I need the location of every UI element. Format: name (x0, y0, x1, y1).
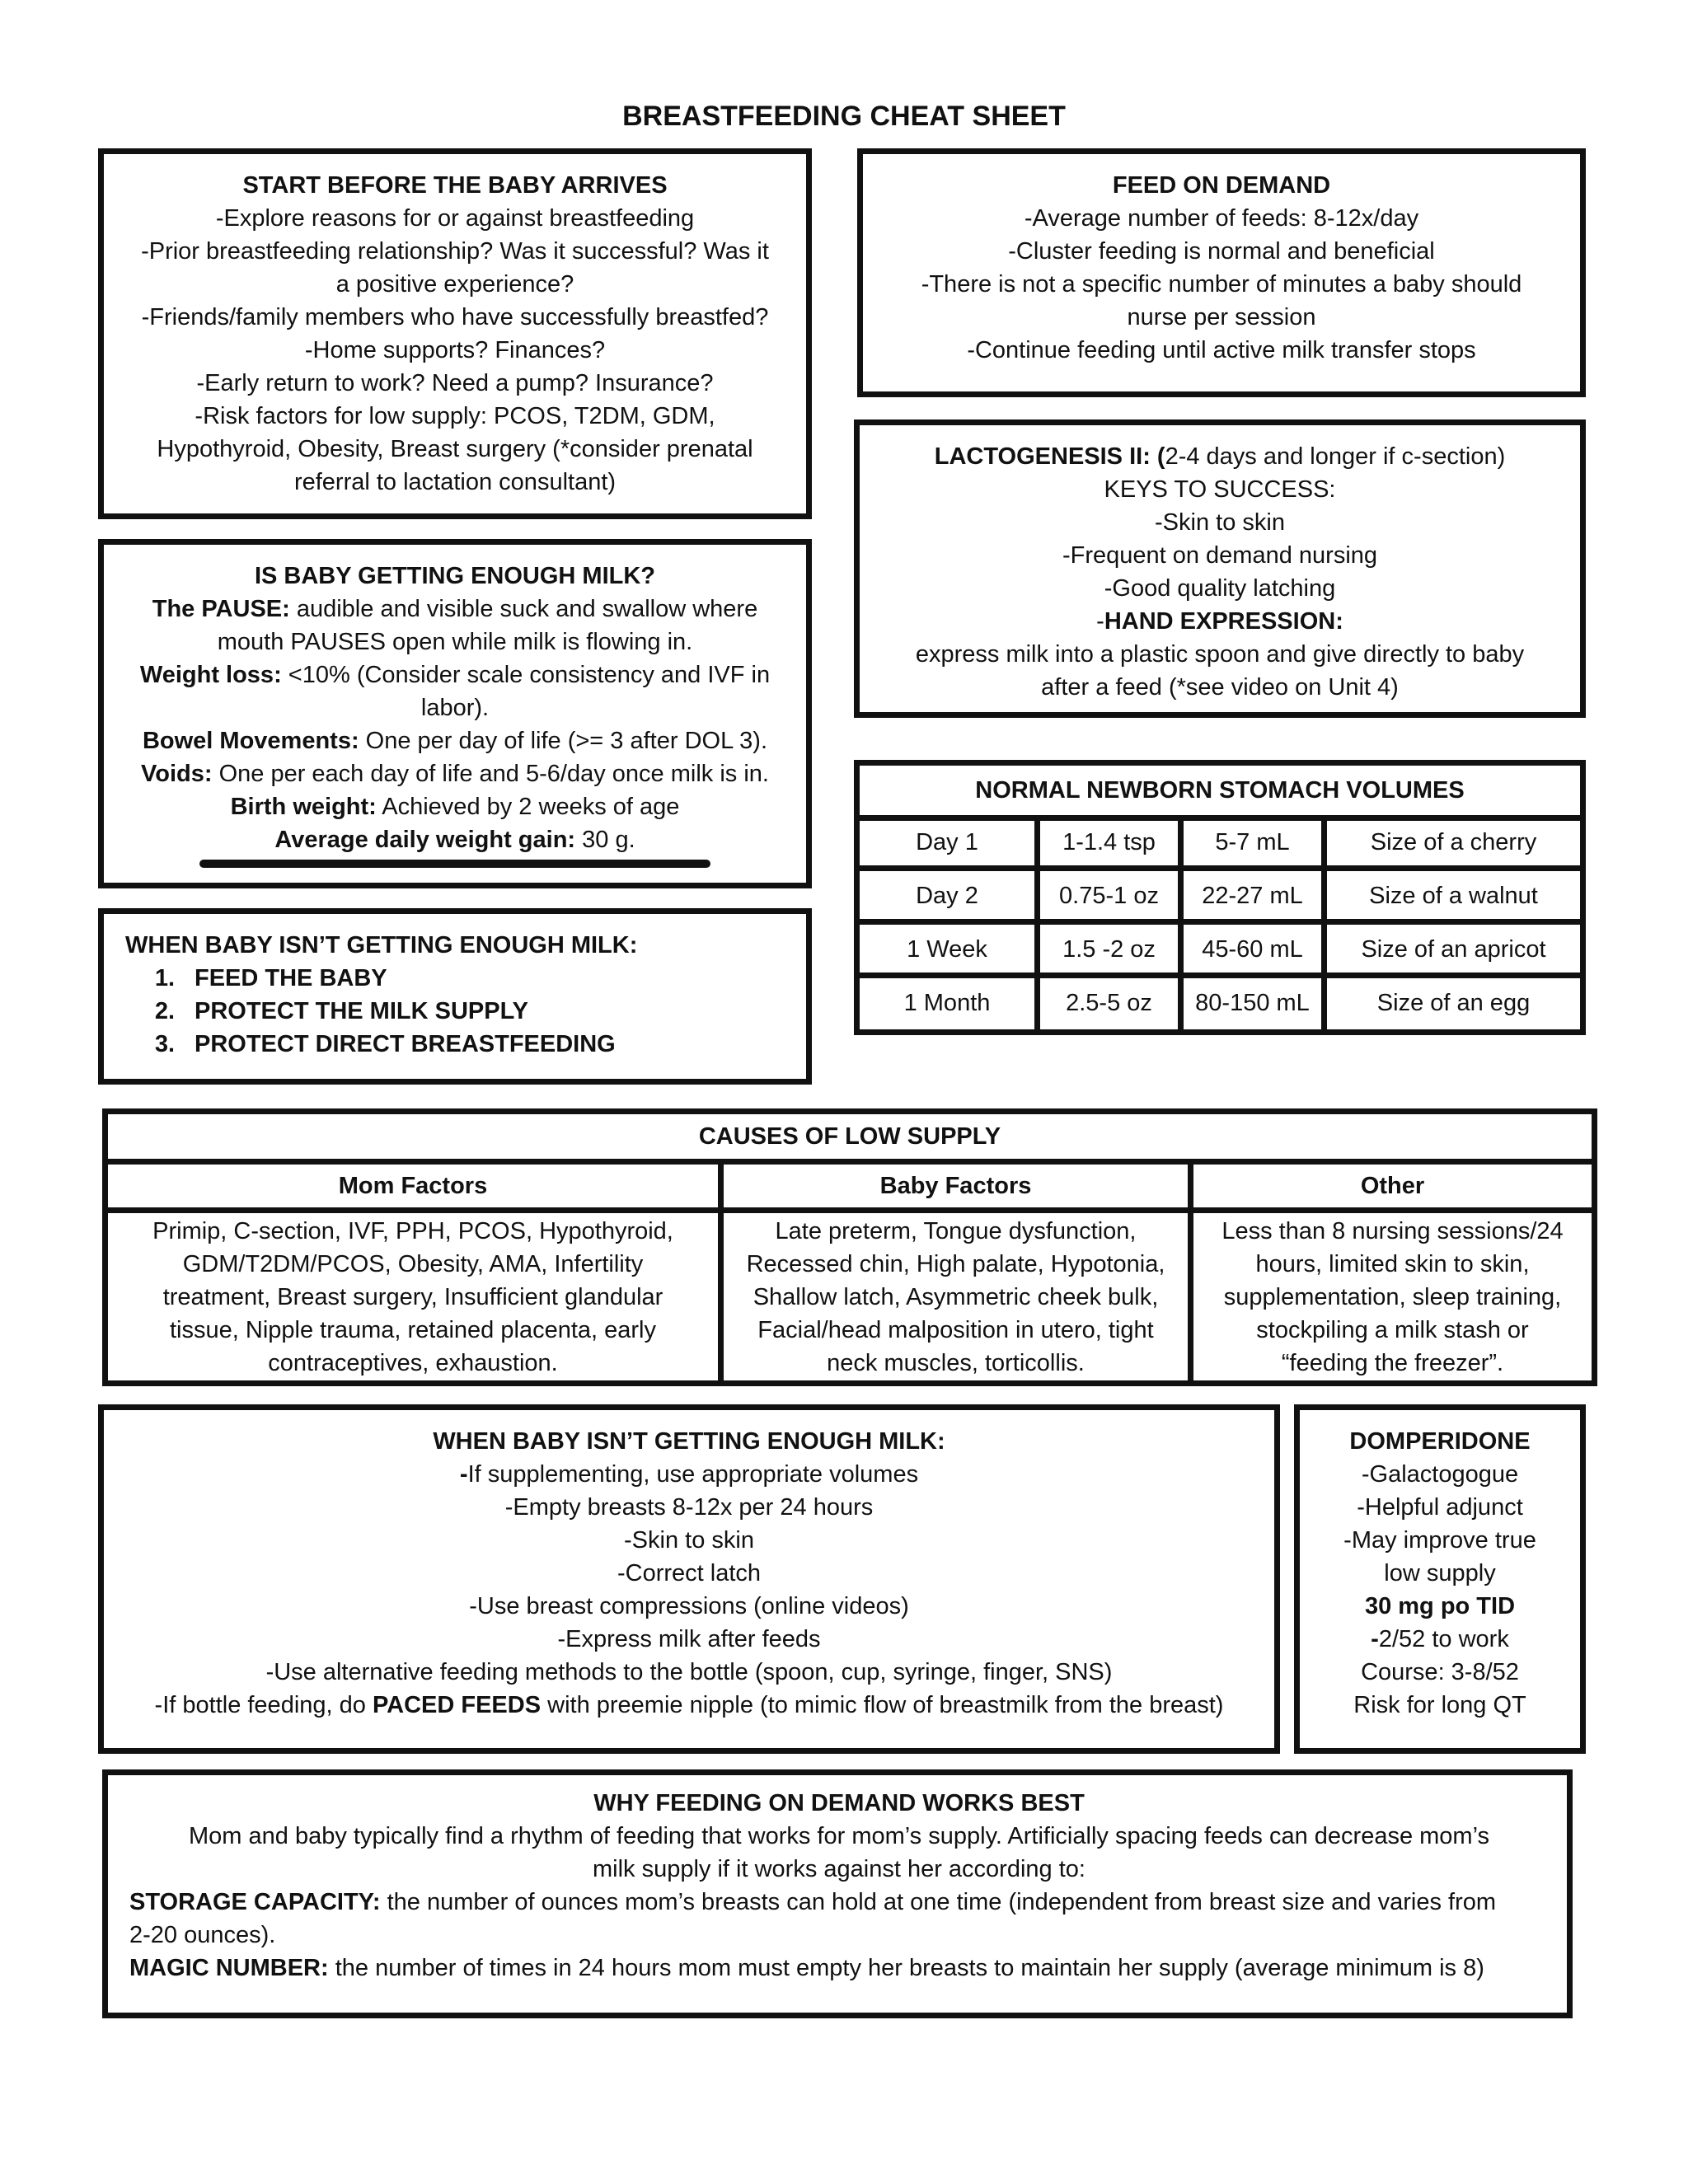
cell-line: Late preterm, Tongue dysfunction, (775, 1218, 1137, 1244)
table-cell: 1 Week (907, 936, 987, 963)
not-enough-milk-box (98, 908, 812, 1085)
lacto-line: express milk into a plastic spoon and give directly to baby (915, 641, 1525, 668)
domperidone-line: -May improve true (1343, 1527, 1536, 1554)
cell-line: stockpiling a milk stash or (1256, 1317, 1529, 1343)
causes-low-supply-table (102, 1108, 1597, 1386)
cell-line: “feeding the freezer”. (1281, 1350, 1504, 1376)
lactogenesis-box (854, 419, 1586, 718)
why-demand-box (102, 1769, 1573, 2018)
table-cell: Size of an egg (1376, 990, 1531, 1016)
when-heading: WHEN BABY ISN’T GETTING ENOUGH MILK: (433, 1428, 945, 1455)
domperidone-line: -Helpful adjunct (1357, 1494, 1523, 1521)
enough-heading: IS BABY GETTING ENOUGH MILK? (254, 563, 656, 589)
domperidone-work: -2/52 to work (1371, 1626, 1509, 1652)
weight-line: Weight loss: <10% (Consider scale consistency and IVF in (139, 662, 771, 688)
when-line: -If supplementing, use appropriate volumes (459, 1461, 919, 1488)
stomach-table-heading: NORMAL NEWBORN STOMACH VOLUMES (860, 766, 1580, 821)
table-cell: Size of an apricot (1361, 936, 1546, 963)
not-enough-heading: WHEN BABY ISN’T GETTING ENOUGH MILK: (125, 932, 638, 958)
table-cell: 80-150 mL (1195, 990, 1310, 1016)
when-line: -Empty breasts 8-12x per 24 hours (504, 1494, 874, 1521)
table-cell: 0.75-1 oz (1059, 883, 1159, 909)
list-item: 1. FEED THE BABY (154, 965, 387, 991)
weight-line-2: labor). (420, 695, 490, 721)
cell-line: Shallow latch, Asymmetric cheek bulk, (753, 1284, 1159, 1310)
lacto-line: after a feed (*see video on Unit 4) (1041, 674, 1399, 701)
demand-line: -Continue feeding until active milk transfer stops (967, 337, 1476, 363)
table-row (860, 818, 1580, 866)
table-row (860, 979, 1580, 1027)
stomach-volumes-table (854, 760, 1586, 1035)
weight-gain-line: Average daily weight gain: 30 g. (274, 827, 635, 853)
cell-line: supplementation, sleep training, (1223, 1284, 1562, 1310)
causes-heading: CAUSES OF LOW SUPPLY (698, 1123, 1001, 1150)
other-factors-cell (1193, 1215, 1592, 1380)
hand-expression-heading: -HAND EXPRESSION: (1096, 608, 1343, 635)
col-divider (1188, 1159, 1193, 1386)
table-cell: 1-1.4 tsp (1062, 829, 1156, 855)
demand-line: nurse per session (1127, 304, 1316, 330)
cell-line: Facial/head malposition in utero, tight (757, 1317, 1154, 1343)
pause-line: The PAUSE: audible and visible suck and swallow where (152, 596, 758, 622)
underline-rule (199, 860, 710, 868)
when-line: -Correct latch (617, 1560, 762, 1586)
domperidone-heading: DOMPERIDONE (1349, 1428, 1531, 1455)
column-header: Other (1360, 1173, 1425, 1199)
why-intro-2: milk supply if it works against her according to: (593, 1856, 1085, 1882)
start-line: a positive experience? (335, 271, 574, 298)
start-line: Hypothyroid, Obesity, Breast surgery (*consider prenatal (157, 436, 753, 462)
when-line: -Use breast compressions (online videos) (469, 1593, 909, 1619)
start-line: -Home supports? Finances? (304, 337, 606, 363)
table-cell: 1 Month (903, 990, 991, 1016)
table-cell: Size of a walnut (1369, 883, 1538, 909)
cell-line: treatment, Breast surgery, Insufficient glandular (162, 1284, 663, 1310)
storage-capacity-line-2: 2-20 ounces). (129, 1922, 276, 1948)
when-line: -Use alternative feeding methods to the bottle (spoon, cup, syringe, finger, SNS) (265, 1659, 1113, 1685)
voids-line: Voids: One per each day of life and 5-6/day once milk is in. (141, 761, 769, 787)
demand-line: -There is not a specific number of minutes a baby should (921, 271, 1522, 298)
table-cell: 5-7 mL (1215, 829, 1290, 855)
lacto-line: -Frequent on demand nursing (1062, 542, 1378, 569)
row-divider (860, 972, 1580, 978)
cell-line: neck muscles, torticollis. (827, 1350, 1085, 1376)
table-cell: 45-60 mL (1202, 936, 1303, 963)
magic-number-line: MAGIC NUMBER: the number of times in 24 hours mom must empty her breasts to maintain her supply (average minimum is 8) (129, 1955, 1484, 1981)
paced-feeds-line: -If bottle feeding, do PACED FEEDS with preemie nipple (to mimic flow of breastmilk from the breast) (154, 1692, 1224, 1718)
when-line: -Skin to skin (624, 1527, 754, 1554)
domperidone-line: low supply (1384, 1560, 1496, 1586)
table-cell: 22-27 mL (1202, 883, 1303, 909)
domperidone-dose: 30 mg po TID (1364, 1593, 1516, 1619)
cell-line: GDM/T2DM/PCOS, Obesity, AMA, Infertility (182, 1251, 644, 1277)
domperidone-box (1294, 1404, 1586, 1754)
table-cell: Day 1 (916, 829, 978, 855)
column-header: Mom Factors (338, 1173, 488, 1199)
row-divider (108, 1159, 1592, 1165)
domperidone-risk: Risk for long QT (1353, 1692, 1526, 1718)
storage-capacity-line: STORAGE CAPACITY: the number of ounces mom’s breasts can hold at one time (independent from breast size and varies from (129, 1889, 1497, 1915)
numbered-list (125, 962, 806, 1061)
start-line: -Early return to work? Need a pump? Insurance? (196, 370, 714, 396)
why-heading: WHY FEEDING ON DEMAND WORKS BEST (593, 1790, 1085, 1816)
baby-factors-cell (724, 1215, 1188, 1380)
start-line: -Risk factors for low supply: PCOS, T2DM, GDM, (195, 403, 715, 429)
domperidone-course: Course: 3-8/52 (1361, 1659, 1519, 1685)
cell-line: hours, limited skin to skin, (1255, 1251, 1530, 1277)
feed-on-demand-box (857, 148, 1586, 397)
demand-heading: FEED ON DEMAND (1112, 172, 1331, 199)
start-heading: START BEFORE THE BABY ARRIVES (242, 172, 668, 199)
col-divider (718, 1159, 724, 1386)
start-before-baby-box (98, 148, 812, 519)
table-cell: 1.5 -2 oz (1062, 936, 1156, 963)
start-line: -Friends/family members who have successfully breastfed? (141, 304, 769, 330)
page-title: BREASTFEEDING CHEAT SHEET (622, 101, 1066, 132)
list-item: 2. PROTECT THE MILK SUPPLY (154, 998, 528, 1024)
row-divider (108, 1207, 1592, 1213)
column-header: Baby Factors (879, 1173, 1032, 1199)
start-line: referral to lactation consultant) (293, 469, 617, 495)
table-row (860, 926, 1580, 973)
cell-line: Less than 8 nursing sessions/24 (1221, 1218, 1564, 1244)
demand-line: -Cluster feeding is normal and beneficial (1008, 238, 1435, 265)
when-not-enough-box (98, 1404, 1280, 1754)
lacto-heading: LACTOGENESIS II: (2-4 days and longer if c-section) (934, 443, 1506, 470)
table-cell: Size of a cherry (1370, 829, 1537, 855)
demand-line: -Average number of feeds: 8-12x/day (1024, 205, 1419, 232)
cell-line: Recessed chin, High palate, Hypotonia, (746, 1251, 1165, 1277)
cell-line: tissue, Nipple trauma, retained placenta, early (170, 1317, 656, 1343)
start-line: -Prior breastfeeding relationship? Was it successful? Was it (141, 238, 769, 265)
why-intro: Mom and baby typically find a rhythm of feeding that works for mom’s supply. Artificially spacing feeds can decrease mom’s (189, 1823, 1489, 1849)
cell-line: contraceptives, exhaustion. (268, 1350, 558, 1376)
cell-line: Primip, C-section, IVF, PPH, PCOS, Hypothyroid, (152, 1218, 673, 1244)
list-item: 3. PROTECT DIRECT BREASTFEEDING (154, 1031, 616, 1057)
birth-weight-line: Birth weight: Achieved by 2 weeks of age (230, 794, 680, 820)
table-cell: 2.5-5 oz (1066, 990, 1152, 1016)
row-divider (860, 865, 1580, 871)
lacto-line: -Good quality latching (1104, 575, 1336, 602)
lacto-keys: KEYS TO SUCCESS: (1104, 476, 1336, 503)
row-divider (860, 919, 1580, 925)
table-row (860, 872, 1580, 920)
bowel-line: Bowel Movements: One per day of life (>= 3 after DOL 3). (142, 728, 768, 754)
mom-factors-cell (108, 1215, 718, 1380)
start-line: -Explore reasons for or against breastfeeding (215, 205, 695, 232)
enough-milk-box (98, 539, 812, 888)
domperidone-line: -Galactogogue (1361, 1461, 1519, 1488)
when-line: -Express milk after feeds (557, 1626, 821, 1652)
pause-line-2: mouth PAUSES open while milk is flowing in. (217, 629, 693, 655)
table-cell: Day 2 (916, 883, 978, 909)
lacto-line: -Skin to skin (1155, 509, 1285, 536)
